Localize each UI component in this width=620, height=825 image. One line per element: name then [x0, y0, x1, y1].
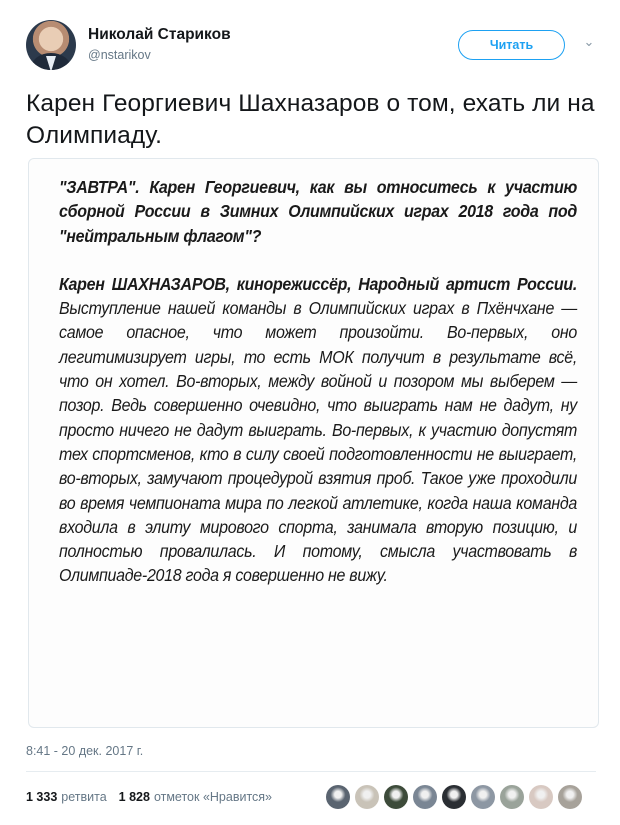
- retweets-label[interactable]: ретвита: [61, 790, 107, 804]
- avatar[interactable]: [26, 20, 76, 70]
- liker-avatar[interactable]: [442, 785, 466, 809]
- likes-count[interactable]: 1 828: [118, 790, 150, 804]
- liker-avatar[interactable]: [355, 785, 379, 809]
- liker-avatar[interactable]: [326, 785, 350, 809]
- tweet-stats: [26, 787, 284, 807]
- liker-avatar[interactable]: [471, 785, 495, 809]
- liker-avatar[interactable]: [384, 785, 408, 809]
- retweets-count[interactable]: 1 333: [26, 790, 58, 804]
- tweet-header: [26, 20, 596, 72]
- likers-avatars: [326, 785, 587, 809]
- interview-answer-text: Выступление нашей команды в Олимпийских играх в Пхёнчхане — самое опасное, что может произойти. Во-первых, оно легитимизирует игры, то есть МОК получит в результате всё, что он хотел. Во-вторых, между войной и позором мы выберем — позор. Ведь совершенно очевидно, что выиграть нам не дадут, ну просто ничего не дадут выиграть. Во-первых, к участию допустят тех спортсменов, кто в силу своей подготовленности не выиграет, во-вторых, замучают процедурой взятия проб. Такое уже проходили во время чемпионата мира по легкой атлетике, когда наша команда входила в элиту мирового спорта, занимала вторую позицию, и полностью провалилась. И потому, смысла участвовать в Олимпиаде-2018 года я совершенно не вижу.: [59, 298, 578, 586]
- liker-avatar[interactable]: [500, 785, 524, 809]
- card-content: [59, 175, 577, 588]
- follow-button[interactable]: Читать: [458, 30, 565, 60]
- liker-avatar[interactable]: [558, 785, 582, 809]
- author-handle[interactable]: @nstarikov: [88, 48, 151, 62]
- chevron-down-icon[interactable]: ⌄: [583, 34, 595, 49]
- tweet-timestamp[interactable]: 8:41 - 20 дек. 2017 г.: [26, 744, 144, 758]
- liker-avatar[interactable]: [529, 785, 553, 809]
- interview-answer: [59, 272, 577, 588]
- author-name[interactable]: Николай Стариков: [88, 26, 231, 43]
- tweet-text: Карен Георгиевич Шахназаров о том, ехать ли на Олимпиаду.: [26, 90, 595, 149]
- interview-question: "ЗАВТРА". Карен Георгиевич, как вы относитесь к участию сборной России в Зимних Олимпийских играх 2018 года под "нейтральным флагом"?: [59, 177, 578, 246]
- liker-avatar[interactable]: [413, 785, 437, 809]
- quote-image-card[interactable]: [28, 158, 599, 728]
- interview-speaker: Карен ШАХНАЗАРОВ, кинорежиссёр, Народный артист России.: [59, 273, 578, 294]
- divider: [26, 771, 596, 772]
- likes-label[interactable]: отметок «Нравится»: [153, 790, 273, 804]
